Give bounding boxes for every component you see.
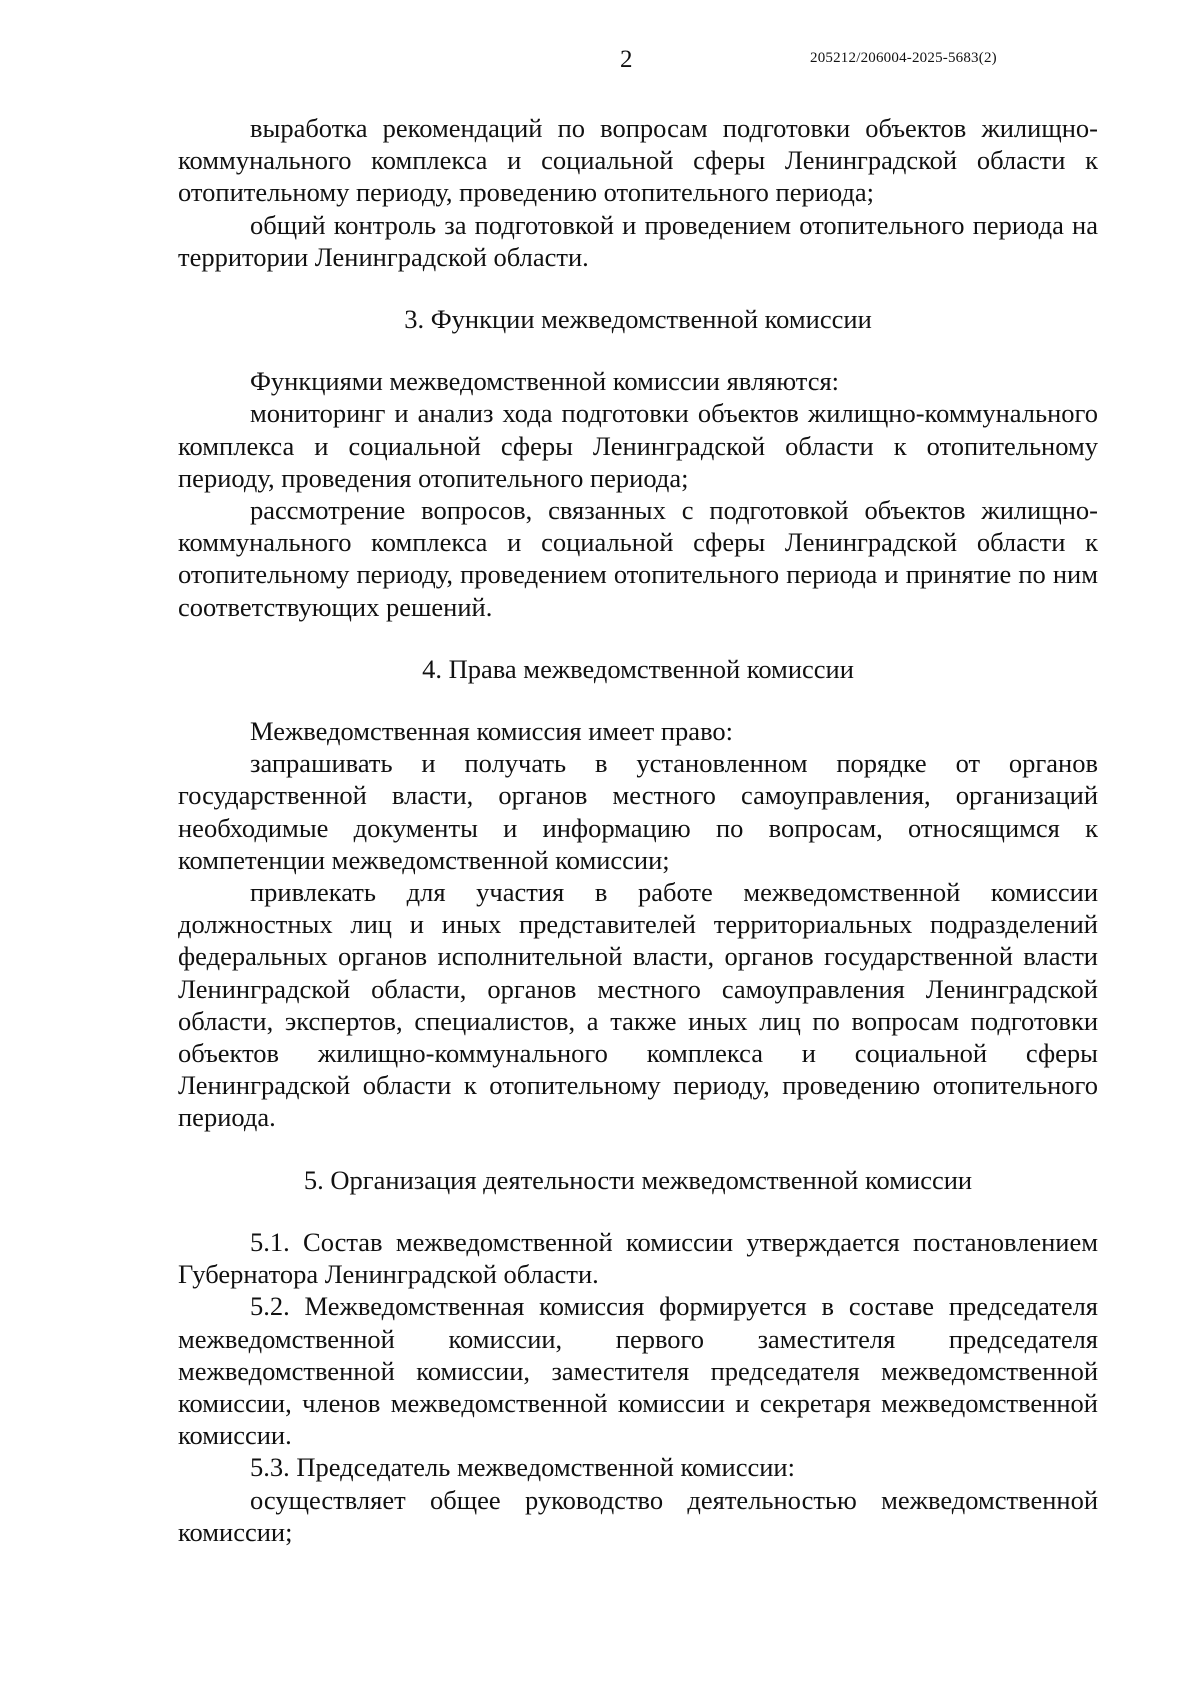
item-5-2: 5.2. Межведомственная комиссия формируется в составе председателя межведомственной комиссии, первого заместителя председателя межведомственной комиссии, заместителя председателя межведомственной комиссии, членов межведомственной комиссии и секретаря межведомственной комиссии. xyxy=(178,1291,1098,1451)
document-id: 205212/206004-2025-5683(2) xyxy=(810,50,997,66)
item-5-1: 5.1. Состав межведомственной комиссии утверждается постановлением Губернатора Ленинградской области. xyxy=(178,1226,1098,1290)
section-4-item-request: запрашивать и получать в установленном порядке от органов государственной власти, органов местного самоуправления, организаций необходимые документы и информацию по вопросам, относящимся к компетенции межведомственной комиссии; xyxy=(178,748,1098,875)
page-number: 2 xyxy=(620,46,633,73)
section-4-heading: 4. Права межведомственной комиссии xyxy=(422,653,854,684)
paragraph-general-control: общий контроль за подготовкой и проведением отопительного периода на территории Ленинградской области. xyxy=(178,209,1098,272)
section-3-item-monitoring: мониторинг и анализ хода подготовки объектов жилищно-коммунального комплекса и социальной сферы Ленинградской области к отопительному периоду, проведения отопительного периода; xyxy=(178,398,1098,493)
section-4-intro: Межведомственная комиссия имеет право: xyxy=(250,716,734,747)
section-3-item-consideration: рассмотрение вопросов, связанных с подготовкой объектов жилищно-коммунального комплекса и социальной сферы Ленинградской области к отопительному периоду, проведением отопительного периода и принятие по ним соответствующих решений. xyxy=(178,495,1098,622)
section-4-item-involve: привлекать для участия в работе межведомственной комиссии должностных лиц и иных представителей территориальных подразделений федеральных органов исполнительной власти, органов государственной власти Ленинградской области, органов местного самоуправления Ленинградской области, экспертов, специалистов, а также иных лиц по вопросам подготовки объектов жилищно-коммунального комплекса и социальной сферы Ленинградской области к отопительному периоду, проведению отопительного периода. xyxy=(178,877,1098,1133)
item-5-3: 5.3. Председатель межведомственной комиссии: xyxy=(250,1452,795,1483)
section-3-intro: Функциями межведомственной комиссии являются: xyxy=(250,366,840,397)
document-body xyxy=(178,112,1098,1548)
paragraph-recommendations: выработка рекомендаций по вопросам подготовки объектов жилищно-коммунального комплекса и социальной сферы Ленинградской области к отопительному периоду, проведению отопительного периода; xyxy=(178,113,1098,208)
section-5-heading: 5. Организация деятельности межведомственной комиссии xyxy=(303,1164,973,1195)
section-3-heading: 3. Функции межведомственной комиссии xyxy=(404,304,872,335)
item-5-3-general-leadership: осуществляет общее руководство деятельностью межведомственной комиссии; xyxy=(178,1484,1098,1547)
